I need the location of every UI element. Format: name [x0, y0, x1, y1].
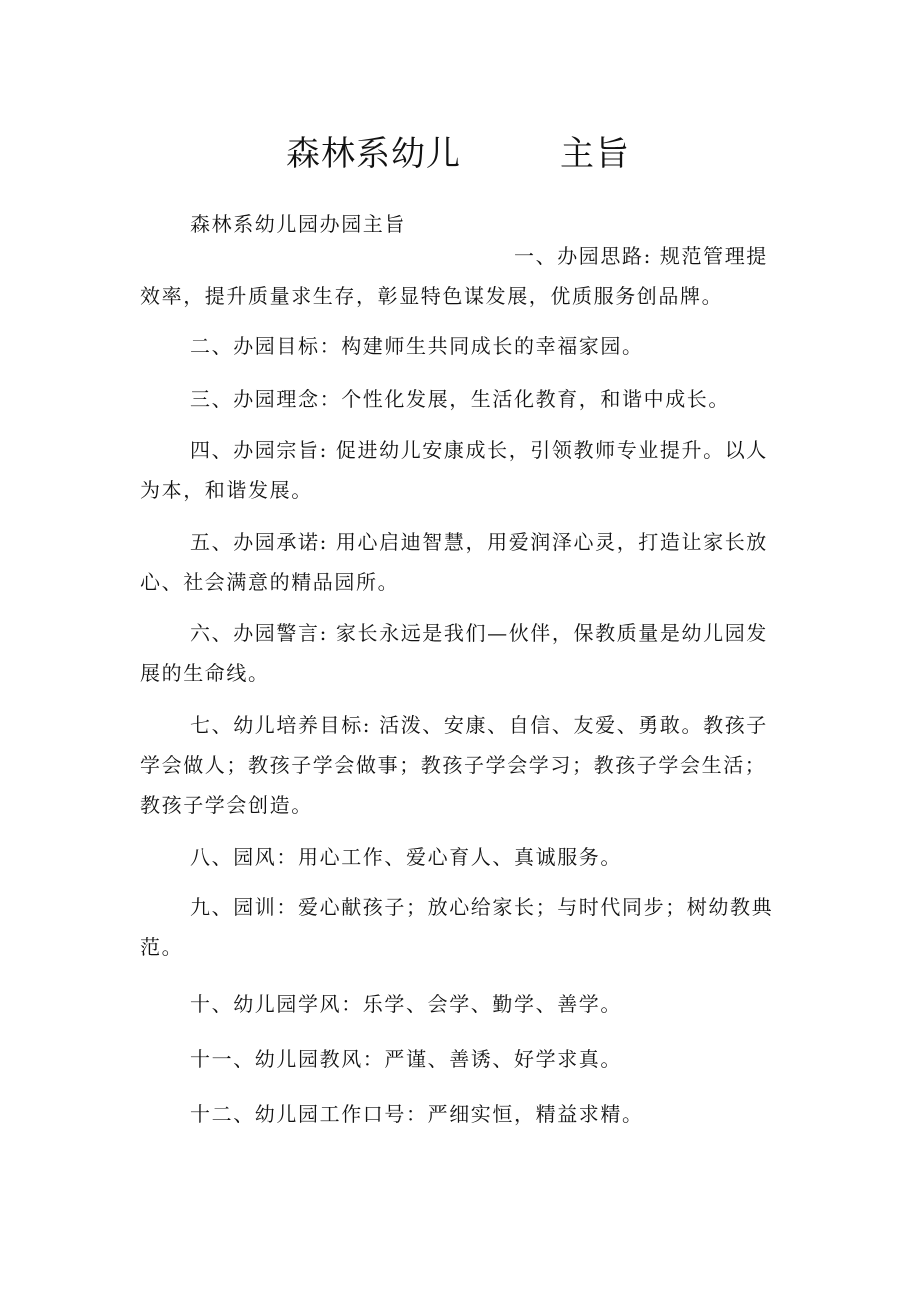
item-4-purpose: 四、办园宗旨: 促进幼儿安康成长，引领教师专业提升。以人为本，和谐发展。	[140, 438, 768, 502]
item-1-philosophy: 一、办园思路: 规范管理提效率，提升质量求生存，彰显特色谋发展，优质服务创品牌。	[140, 244, 768, 308]
item-11-teaching-style: 十一、幼儿园教风：严谨、善诱、好学求真。	[190, 1047, 622, 1071]
item-8-style: 八、园风：用心工作、爱心育人、真诚服务。	[190, 845, 622, 869]
title-left: 森林系幼儿	[286, 134, 461, 174]
item-7-training-goals: 七、幼儿培养目标: 活泼、安康、自信、友爱、勇敢。教孩子学会做人；教孩子学会做事；教孩子学会学习；教孩子学会生活；教孩子学会创造。	[140, 713, 768, 817]
title-right: 主旨	[560, 134, 630, 174]
item-10-learning-style: 十、幼儿园学风：乐学、会学、勤学、善学。	[190, 992, 622, 1016]
document-subtitle: 森林系幼儿园办园主旨	[190, 212, 406, 236]
item-5-commitment: 五、办园承诺: 用心启迪智慧，用爱润泽心灵，打造让家长放心、社会满意的精品园所。	[140, 530, 768, 594]
item-2-goal: 二、办园目标：构建师生共同成长的幸福家园。	[190, 334, 644, 358]
item-3-concept: 三、办园理念：个性化发展，生活化教育，和谐中成长。	[190, 387, 730, 411]
item-12-slogan: 十二、幼儿园工作口号：严细实恒，精益求精。	[190, 1102, 644, 1126]
item-9-motto: 九、园训：爱心献孩子；放心给家长；与时代同步；树幼教典范。	[140, 895, 774, 959]
item-6-motto: 六、办园警言: 家长永远是我们—伙伴，保教质量是幼儿园发展的生命线。	[140, 621, 768, 685]
document-title	[0, 128, 920, 180]
